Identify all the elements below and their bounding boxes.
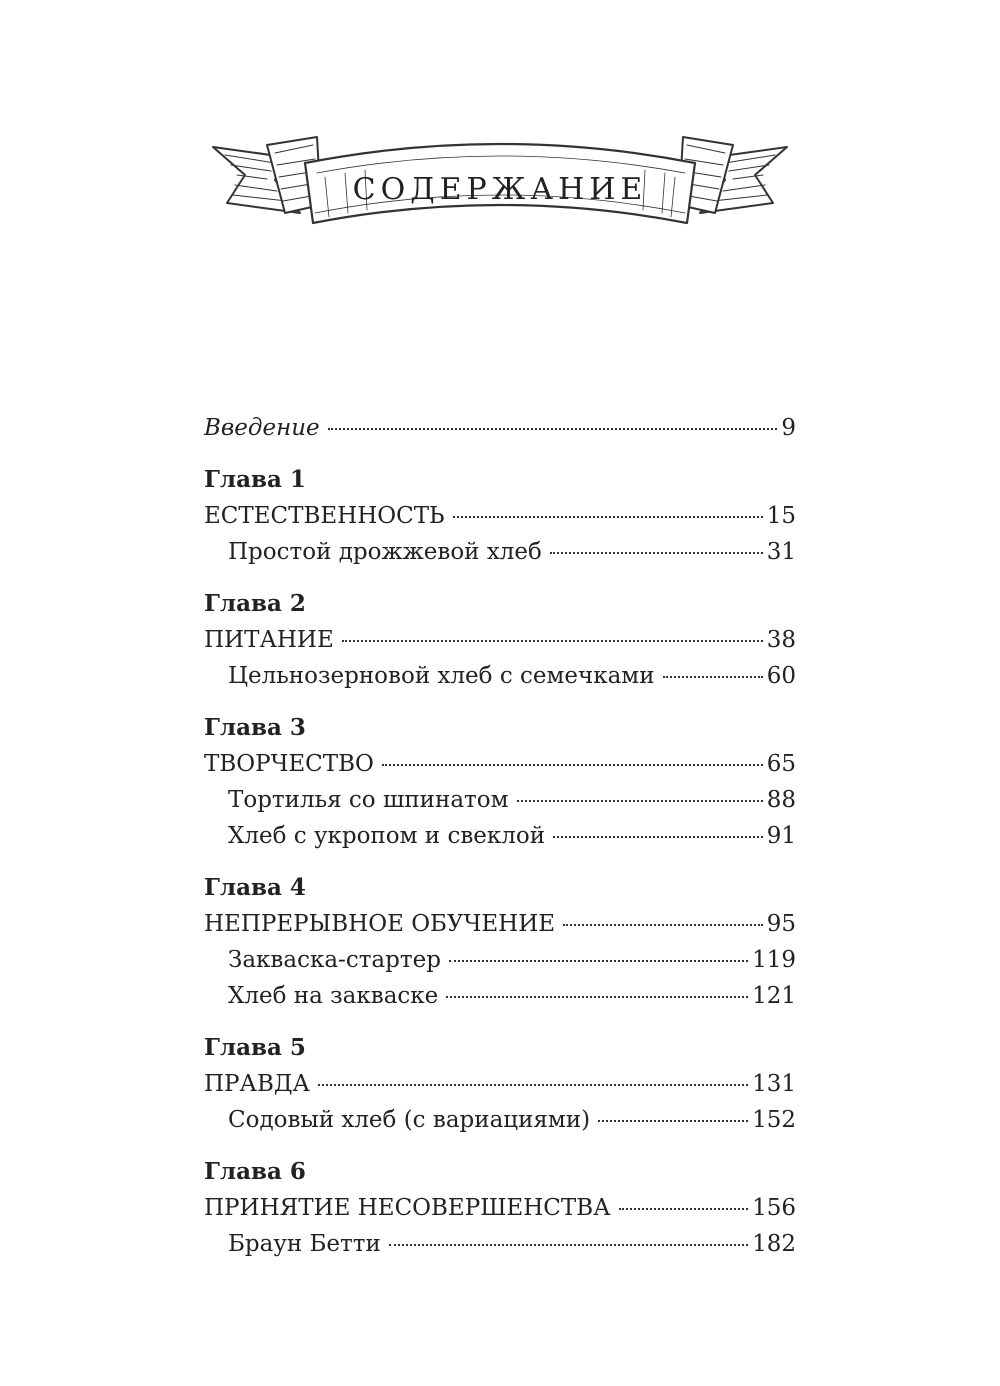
toc-entry-section[interactable] — [204, 498, 796, 534]
toc-entry-section[interactable] — [204, 906, 796, 942]
toc-entry-label: ТВОРЧЕСТВО — [204, 751, 374, 777]
toc-entry-section[interactable] — [204, 622, 796, 658]
toc-entry-recipe[interactable] — [204, 782, 796, 818]
ribbon-banner-icon — [205, 125, 795, 245]
toc-entry-label: Простой дрожжевой хлеб — [228, 539, 542, 565]
dot-leader — [449, 960, 748, 962]
toc-entry-label: Тортилья со шпинатом — [228, 787, 509, 813]
toc-entry-label: ПРАВДА — [204, 1071, 310, 1097]
toc-entry-recipe[interactable] — [204, 942, 796, 978]
toc-page-number: 121 — [752, 983, 796, 1009]
chapter-heading: Глава 1 — [204, 466, 306, 493]
toc-page-number: 95 — [766, 911, 796, 937]
dot-leader — [382, 764, 763, 766]
toc-entry-label: НЕПРЕРЫВНОЕ ОБУЧЕНИЕ — [204, 911, 556, 937]
toc-page-number: 131 — [752, 1071, 796, 1097]
toc-entry-label: Содовый хлеб (с вариациями) — [228, 1107, 591, 1133]
chapter-heading: Глава 4 — [204, 874, 306, 901]
toc-page-number: 156 — [752, 1195, 796, 1221]
toc-entry-label: Закваска-стартер — [228, 947, 441, 973]
toc-entry-label: Введение — [204, 415, 320, 441]
dot-leader — [663, 676, 763, 678]
toc-page-number: 15 — [766, 503, 796, 529]
toc-entry-section[interactable] — [204, 1066, 796, 1102]
chapter-heading: Глава 5 — [204, 1034, 306, 1061]
toc-entry-recipe[interactable] — [204, 978, 796, 1014]
toc-page-number: 88 — [766, 787, 796, 813]
dot-leader — [563, 924, 763, 926]
toc-page-number: 60 — [766, 663, 796, 689]
toc-entry-intro[interactable] — [204, 410, 796, 446]
toc-entry-label: Хлеб на закваске — [228, 983, 439, 1009]
chapter-heading: Глава 3 — [204, 714, 306, 741]
dot-leader — [598, 1120, 748, 1122]
toc-page-number: 182 — [752, 1231, 796, 1257]
toc-entry-recipe[interactable] — [204, 818, 796, 854]
toc-entry-recipe[interactable] — [204, 1226, 796, 1262]
dot-leader — [342, 640, 763, 642]
toc-entry-label: Браун Бетти — [228, 1231, 381, 1257]
toc-entry-recipe[interactable] — [204, 1102, 796, 1138]
toc-page-number: 65 — [766, 751, 796, 777]
dot-leader — [553, 836, 763, 838]
contents-title: СОДЕРЖАНИЕ — [352, 172, 648, 207]
toc-page-number: 9 — [781, 415, 796, 441]
toc-page-number: 91 — [766, 823, 796, 849]
toc-page-number: 38 — [766, 627, 796, 653]
dot-leader — [517, 800, 763, 802]
toc-entry-recipe[interactable] — [204, 534, 796, 570]
toc-entry-label: ПИТАНИЕ — [204, 627, 334, 653]
dot-leader — [453, 516, 763, 518]
dot-leader — [328, 428, 778, 430]
contents-banner — [205, 125, 795, 245]
toc-page-number: 31 — [766, 539, 796, 565]
dot-leader — [619, 1208, 749, 1210]
toc-entry-label: ПРИНЯТИЕ НЕСОВЕРШЕНСТВА — [204, 1195, 611, 1221]
toc-entry-label: Цельнозерновой хлеб с семечками — [228, 663, 655, 689]
toc-entry-label: Хлеб с укропом и свеклой — [228, 823, 546, 849]
toc-page-number: 119 — [752, 947, 796, 973]
dot-leader — [550, 552, 763, 554]
dot-leader — [318, 1084, 748, 1086]
toc-entry-section[interactable] — [204, 746, 796, 782]
toc-entry-section[interactable] — [204, 1190, 796, 1226]
chapter-heading: Глава 6 — [204, 1158, 306, 1185]
table-of-contents — [204, 410, 796, 1262]
chapter-heading: Глава 2 — [204, 590, 306, 617]
toc-entry-label: ЕСТЕСТВЕННОСТЬ — [204, 503, 445, 529]
toc-page-number: 152 — [752, 1107, 796, 1133]
dot-leader — [446, 996, 748, 998]
toc-entry-recipe[interactable] — [204, 658, 796, 694]
dot-leader — [389, 1244, 748, 1246]
